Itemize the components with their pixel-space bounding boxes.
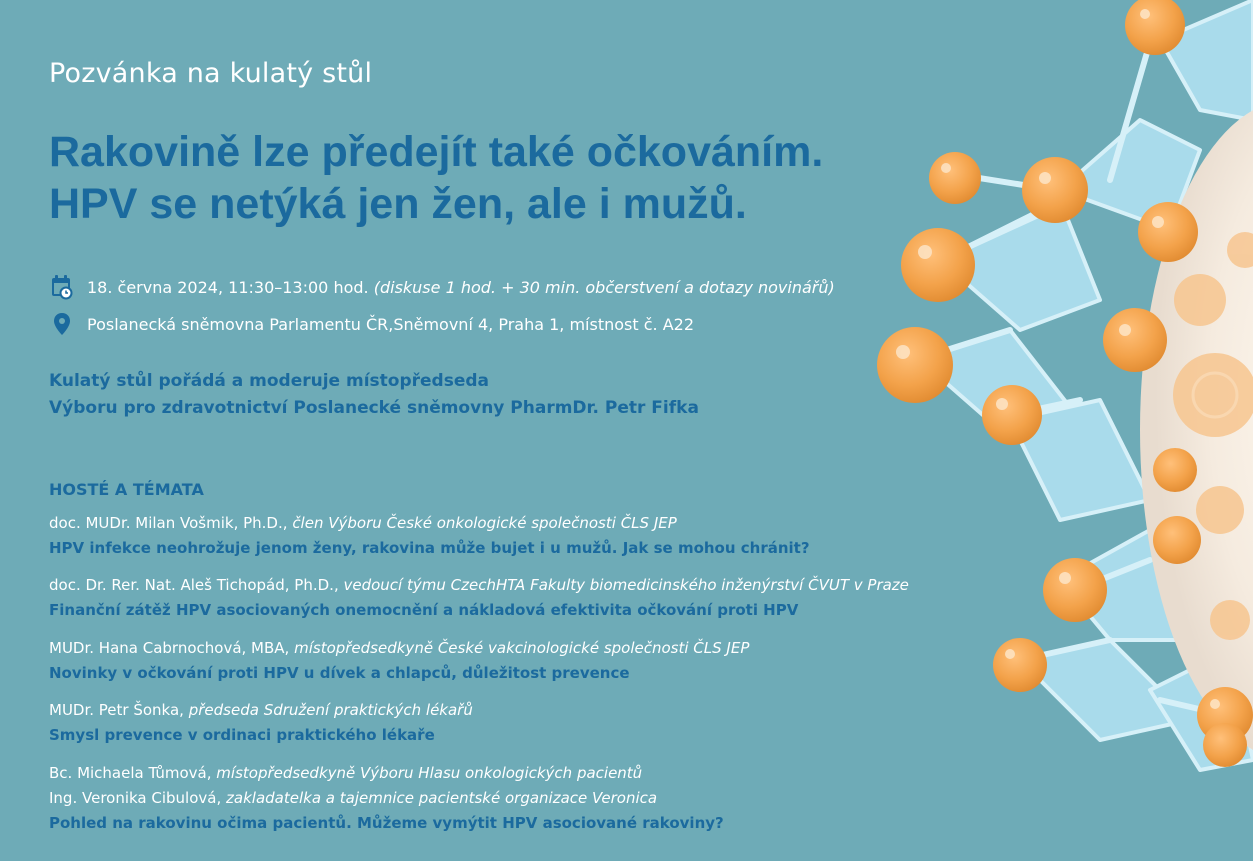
organizer-block (49, 368, 699, 422)
guest-topic: Finanční zátěž HPV asociovaných onemocnění a nákladová efektivita očkování proti HPV (49, 601, 799, 619)
map-pin-icon (49, 311, 75, 337)
invitation-kicker: Pozvánka na kulatý stůl (49, 58, 373, 89)
guest-role: zakladatelka a tajemnice pacientské organizace Veronica (226, 789, 658, 807)
guest-role: místopředsedkyně Výboru Hlasu onkologických pacientů (216, 764, 643, 782)
guest-person (49, 698, 473, 723)
guest-block (49, 573, 909, 623)
guest-person (49, 573, 909, 598)
event-place: Poslanecká sněmovna Parlamentu ČR,Sněmovní 4, Praha 1, místnost č. A22 (87, 314, 694, 334)
guest-topic: HPV infekce neohrožuje jenom ženy, rakovina může bujet i u mužů. Jak se mohou chránit? (49, 539, 810, 557)
guest-name: doc. Dr. Rer. Nat. Aleš Tichopád, Ph.D., (49, 576, 339, 594)
headline-line-2: HPV se netýká jen žen, ale i mužů. (49, 180, 747, 228)
calendar-clock-icon (49, 274, 75, 300)
organizer-line-1: Kulatý stůl pořádá a moderuje místopředseda (49, 371, 490, 391)
guest-role: místopředsedkyně České vakcinologické společnosti ČLS JEP (294, 639, 750, 657)
guest-role: člen Výboru České onkologické společnosti ČLS JEP (292, 514, 677, 532)
guest-block (49, 761, 724, 836)
event-date-row (49, 274, 835, 300)
guest-name: doc. MUDr. Milan Vošmik, Ph.D., (49, 514, 288, 532)
headline (49, 126, 823, 230)
guest-name: MUDr. Petr Šonka, (49, 701, 184, 719)
guest-block (49, 698, 473, 748)
guest-name: Ing. Veronika Cibulová, (49, 789, 222, 807)
guest-person (49, 636, 749, 661)
virus-illustration (860, 0, 1253, 861)
event-place-row (49, 311, 694, 337)
headline-line-1: Rakovině lze předejít také očkováním. (49, 128, 824, 176)
guest-role: předseda Sdružení praktických lékařů (188, 701, 473, 719)
guest-person (49, 761, 724, 786)
guest-topic: Smysl prevence v ordinaci praktického lékaře (49, 726, 435, 744)
guest-topic: Novinky v očkování proti HPV u dívek a chlapců, důležitost prevence (49, 664, 630, 682)
guest-person (49, 511, 810, 536)
event-date: 18. června 2024, 11:30–13:00 hod. (87, 277, 369, 297)
guest-name: Bc. Michaela Tůmová, (49, 764, 212, 782)
guest-block (49, 636, 749, 686)
guest-role: vedoucí týmu CzechHTA Fakulty biomedicinského inženýrství ČVUT v Praze (343, 576, 909, 594)
guest-person (49, 786, 724, 811)
event-date-note: (diskuse 1 hod. + 30 min. občerstvení a dotazy novinářů) (373, 277, 835, 297)
guest-name: MUDr. Hana Cabrnochová, MBA, (49, 639, 290, 657)
guests-title: HOSTÉ A TÉMATA (49, 480, 204, 499)
organizer-line-2: Výboru pro zdravotnictví Poslanecké sněmovny PharmDr. Petr Fifka (49, 398, 699, 418)
guest-topic: Pohled na rakovinu očima pacientů. Můžeme vymýtit HPV asociované rakoviny? (49, 814, 724, 832)
guest-block (49, 511, 810, 561)
